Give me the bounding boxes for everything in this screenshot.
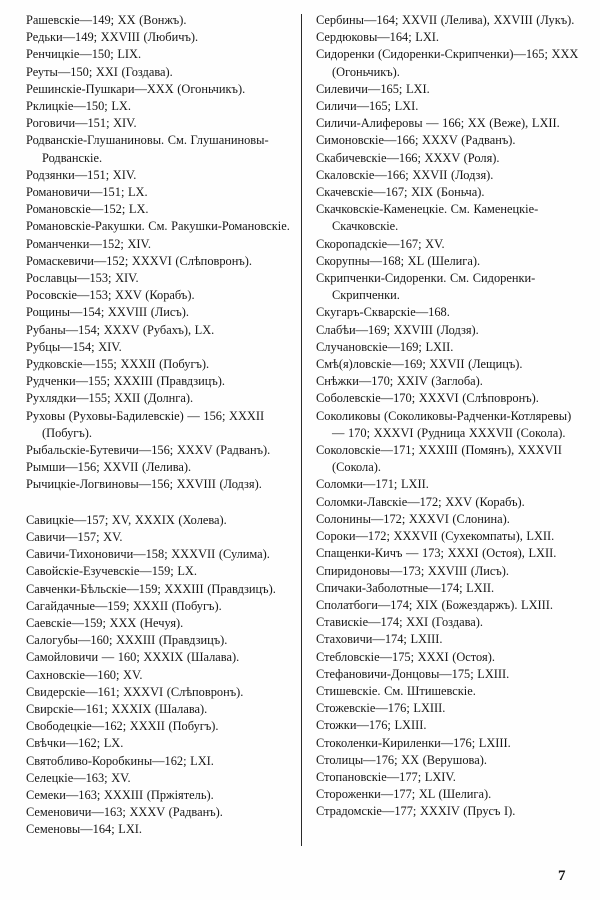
index-entry: Соколовскiе—171; XXXIII (Помянъ), XXXVII (Сокола). bbox=[316, 443, 562, 475]
index-entry: Столицы—176; XX (Верушова). bbox=[316, 752, 487, 767]
index-entry: Сербины—164; XXVII (Лелива), XXVIII (Лукъ). bbox=[316, 13, 575, 27]
index-entry: Спичаки-Заболотные—174; LXII. bbox=[316, 580, 495, 595]
index-entry: Силичи—165; LXI. bbox=[316, 99, 419, 114]
index-entry: Ромаскевичи—152; XXXVI (Слѣповронъ). bbox=[26, 253, 253, 268]
index-entry: Спащенки-Кичъ — 173; XXXI (Остоя), LXII. bbox=[316, 546, 557, 561]
index-entry: Родзянки—151; XIV. bbox=[26, 167, 137, 182]
index-entry: Смѣ(я)ловскiе—169; XXVII (Лещицъ). bbox=[316, 357, 523, 372]
index-entry: Савицкiе—157; XV, XXXIX (Холева). bbox=[26, 512, 227, 527]
index-entry: Скабичевскiе—166; XXXV (Роля). bbox=[316, 150, 500, 165]
index-entry: Рымши—156; XXVII (Лелива). bbox=[26, 460, 192, 475]
index-entry: Рощины—154; XXVIII (Лисъ). bbox=[26, 305, 190, 320]
index-entry: Сороки—172; XXXVII (Сухекомпаты), LXII. bbox=[316, 529, 555, 544]
index-entry: Савичи—157; XV. bbox=[26, 529, 123, 544]
index-entry: Соболевскiе—170; XXXVI (Слѣповронъ). bbox=[316, 391, 539, 406]
index-entry: Рыбальскiе-Бутевичи—156; XXXV (Радванъ). bbox=[26, 443, 271, 458]
index-entry: Соломки-Лавскiе—172; XXV (Корабъ). bbox=[316, 494, 525, 509]
index-entry: Стоколенки-Кириленки—176; LXIII. bbox=[316, 735, 511, 750]
index-entry: Романченки—152; XIV. bbox=[26, 236, 151, 251]
index-entry: Соколиковы (Соколиковы-Радченки-Котляревы) — 170; XXXVI (Рудница XXXVII (Сокола). bbox=[316, 408, 572, 440]
index-entry: Рашевскiе—149; XX (Вонжъ). bbox=[26, 13, 187, 27]
index-entry: Стебловскiе—175; XXXI (Остоя). bbox=[316, 649, 495, 664]
index-entry: Савченки-Бѣльскiе—159; XXXIII (Правдзицъ). bbox=[26, 581, 276, 596]
index-entry: Руховы (Руховы-Бадилевскiе) — 156; XXXII (Побугъ). bbox=[26, 408, 265, 440]
section-gap bbox=[26, 494, 294, 512]
index-entry: Сполатбоги—174; XIX (Божездаржъ). LXIII. bbox=[316, 597, 554, 612]
index-entry: Реуты—150; XXI (Гоздава). bbox=[26, 64, 173, 79]
index-entry: Семеки—163; XXXIII (Пржiятель). bbox=[26, 787, 214, 802]
index-entry: Сердюковы—164; LXI. bbox=[316, 30, 440, 45]
index-entry: Романовичи—151; LX. bbox=[26, 185, 148, 200]
index-entry: Святобливо-Коробкины—162; LXI. bbox=[26, 753, 214, 768]
index-entry: Стожки—176; LXIII. bbox=[316, 718, 427, 733]
index-entry: Скаловскiе—166; XXVII (Лодзя). bbox=[316, 167, 494, 182]
index-entry: Слабѣи—169; XXVIII (Лодзя). bbox=[316, 322, 479, 337]
index-entry: Селецкiе—163; XV. bbox=[26, 770, 131, 785]
index-entry: Стожевскiе—176; LXIII. bbox=[316, 701, 446, 716]
index-entry: Случановскiе—169; LXII. bbox=[316, 339, 454, 354]
index-entry: Стишевскiе. См. Штишевскiе. bbox=[316, 683, 476, 698]
index-entry: Рудковскiе—155; XXXII (Побугъ). bbox=[26, 357, 210, 372]
index-entry: Свѣчки—162; LX. bbox=[26, 736, 124, 751]
page-number: 7 bbox=[558, 868, 566, 884]
index-entry: Скрипченки-Сидоренки. См. Сидоренки-Скрипченки. bbox=[316, 271, 536, 303]
index-entry: Скоропадскiе—167; XV. bbox=[316, 236, 445, 251]
index-entry: Стаховичи—174; LXIII. bbox=[316, 632, 443, 647]
index-entry: Сидоренки (Сидоренки-Скрипченки)—165; XXX (Огоньчикъ). bbox=[316, 47, 579, 79]
index-entry: Салогубы—160; XXXIII (Правдзицъ). bbox=[26, 633, 228, 648]
index-entry: Свободецкiе—162; XXXII (Побугъ). bbox=[26, 719, 219, 734]
index-entry: Самойловичи — 160; XXXIX (Шалава). bbox=[26, 650, 240, 665]
index-entry: Рудченки—155; XXXIII (Правдзицъ). bbox=[26, 374, 226, 389]
index-entry: Рубаны—154; XXXV (Рубахъ), LX. bbox=[26, 322, 215, 337]
index-entry: Скачевскiе—167; XIX (Боньча). bbox=[316, 185, 485, 200]
index-entry: Рославцы—153; XIV. bbox=[26, 271, 139, 286]
index-entry: Семеновичи—163; XXXV (Радванъ). bbox=[26, 805, 223, 820]
index-entry: Ренчицкiе—150; LIX. bbox=[26, 47, 142, 62]
index-entry: Силевичи—165; LXI. bbox=[316, 81, 430, 96]
index-entry: Росовскiе—153; XXV (Корабъ). bbox=[26, 288, 195, 303]
index-entry: Редьки—149; XXVIII (Любичъ). bbox=[26, 30, 199, 45]
index-entry: Савичи-Тихоновичи—158; XXXVII (Сулима). bbox=[26, 547, 270, 562]
index-entry: Романовскiе-Ракушки. См. Ракушки-Романовскiе. bbox=[26, 219, 290, 234]
index-entry: Рычицкiе-Логвиновы—156; XXVIII (Лодзя). bbox=[26, 477, 262, 492]
index-entry: Родванскiе-Глушаниновы. См. Глушаниновы-Родванскiе. bbox=[26, 133, 269, 165]
index-entry: Роговичи—151; XIV. bbox=[26, 116, 137, 131]
index-entry: Рклицкiе—150; LX. bbox=[26, 99, 131, 114]
left-column bbox=[26, 12, 294, 839]
index-entry: Симоновскiе—166; XXXV (Радванъ). bbox=[316, 133, 516, 148]
index-entry: Солонины—172; XXXVI (Слонина). bbox=[316, 511, 510, 526]
index-entry: Савойскiе-Езучевскiе—159; LX. bbox=[26, 564, 197, 579]
index-entry: Стефановичи-Донцовы—175; LXIII. bbox=[316, 666, 510, 681]
index-entry: Семеновы—164; LXI. bbox=[26, 822, 143, 837]
index-entry: Свирскiе—161; XXXIX (Шалава). bbox=[26, 701, 208, 716]
index-entry: Романовскiе—152; LX. bbox=[26, 202, 149, 217]
index-entry: Снѣжки—170; XXIV (Заглоба). bbox=[316, 374, 483, 389]
index-entry: Стопановскiе—177; LXIV. bbox=[316, 769, 456, 784]
index-entry: Сахновскiе—160; XV. bbox=[26, 667, 143, 682]
index-entry: Скугаръ-Скварскiе—168. bbox=[316, 305, 450, 320]
index-entry: Сагайдачные—159; XXXII (Побугъ). bbox=[26, 598, 222, 613]
index-entry: Свидерскiе—161; XXXVI (Слѣповронъ). bbox=[26, 684, 244, 699]
index-entry: Ставискiе—174; XXI (Гоздава). bbox=[316, 615, 484, 630]
index-entry: Спиридоновы—173; XXVIII (Лисъ). bbox=[316, 563, 509, 578]
index-entry: Скорупны—168; XL (Шелига). bbox=[316, 253, 481, 268]
index-entry: Саевскiе—159; XXX (Нечуя). bbox=[26, 615, 184, 630]
index-entry: Соломки—171; LXII. bbox=[316, 477, 429, 492]
index-entry: Рубцы—154; XIV. bbox=[26, 339, 122, 354]
index-entry: Рухлядки—155; XXII (Долнга). bbox=[26, 391, 194, 406]
index-entry: Силичи-Алиферовы — 166; XX (Веже), LXII. bbox=[316, 116, 560, 131]
index-entry: Страдомскiе—177; XXXIV (Прусъ I). bbox=[316, 804, 516, 819]
index-entry: Стороженки—177; XL (Шелига). bbox=[316, 787, 492, 802]
index-entry: Скачковскiе-Каменецкiе. См. Каменецкiе-Скачковскiе. bbox=[316, 202, 539, 234]
column-divider bbox=[301, 14, 302, 846]
index-entry: Решинскiе-Пушкари—XXX (Огоньчикъ). bbox=[26, 81, 246, 96]
right-column bbox=[316, 12, 584, 821]
